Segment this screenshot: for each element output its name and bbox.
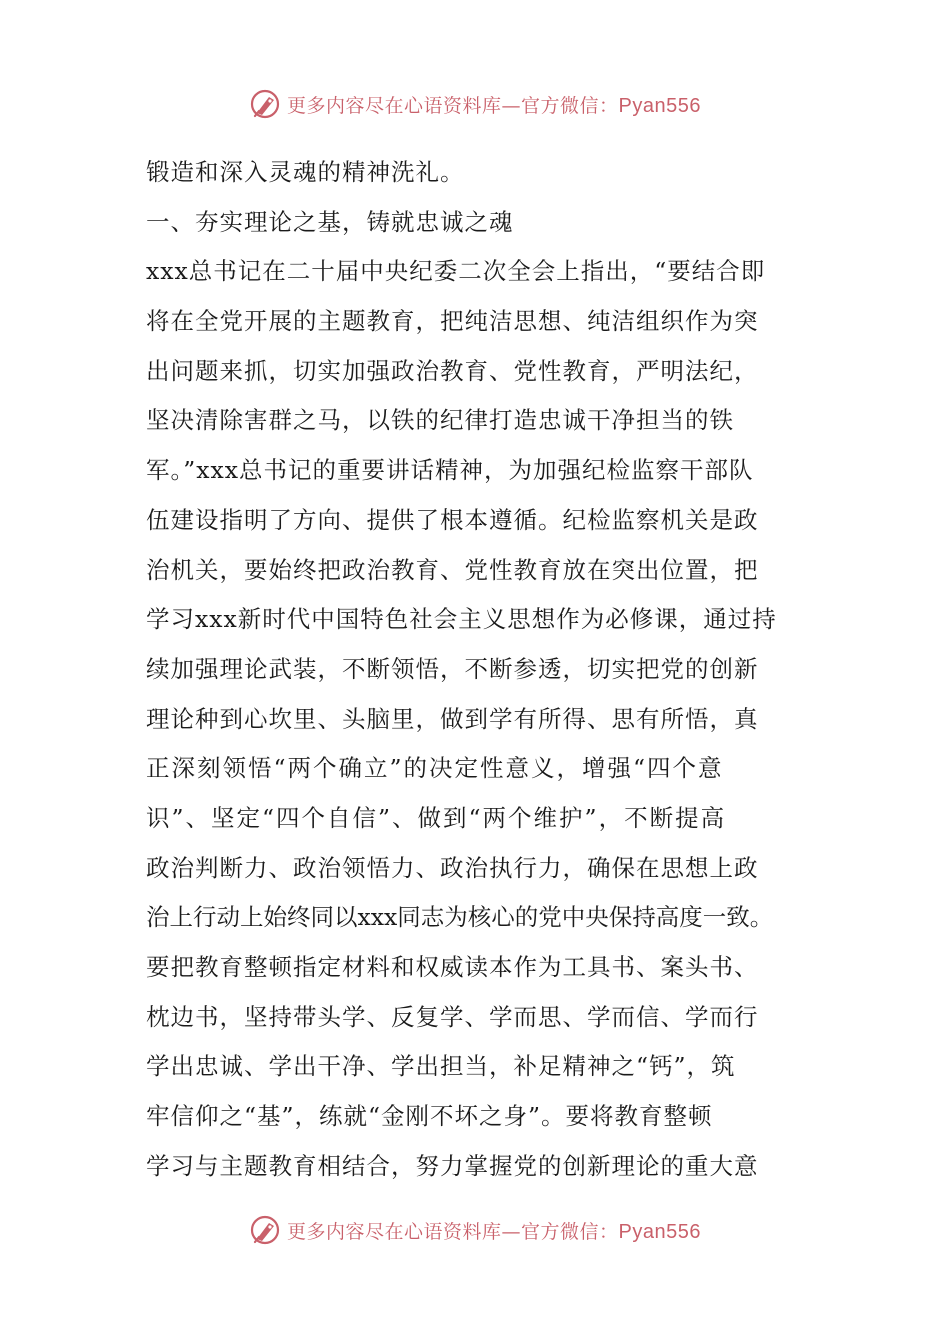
text-line: 锻造和深入灵魂的精神洗礼。: [146, 158, 465, 186]
footer-banner: [0, 1210, 950, 1250]
pen-nib-logo-icon: [249, 1214, 281, 1246]
header-banner-label: 更多内容尽在心语资料库—官方微信：: [287, 94, 619, 117]
text-line: 枕边书，坚持带头学、反复学、学而思、学而信、学而行: [146, 1002, 759, 1031]
text-line: 学习与主题教育相结合，努力掌握党的创新理论的重大意: [146, 1151, 759, 1180]
text-line: 将在全党开展的主题教育，把纯洁思想、纯洁组织作为突: [146, 307, 759, 336]
text-line: 政治判断力、政治领悟力、政治执行力，确保在思想上政: [146, 853, 759, 882]
text-line: 治机关，要始终把政治教育、党性教育放在突出位置，把: [146, 555, 759, 584]
text-line: 正深刻领悟“两个确立”的决定性意义，增强“四个意: [146, 754, 724, 783]
footer-wechat-id: Pyan556: [618, 1220, 701, 1243]
header-wechat-id: Pyan556: [618, 94, 701, 117]
header-banner-text: [287, 91, 701, 118]
section-heading: 一、夯实理论之基，铸就忠诚之魂: [146, 207, 514, 236]
text-line: 军。”xxx总书记的重要讲话精神，为加强纪检监察干部队: [146, 456, 754, 485]
pen-nib-logo-icon: [249, 88, 281, 120]
text-line: 续加强理论武装，不断领悟，不断参透，切实把党的创新: [146, 654, 759, 683]
text-line: 坚决清除害群之马，以铁的纪律打造忠诚干净担当的铁: [146, 406, 734, 435]
text-line: xxx总书记在二十届中央纪委二次全会上指出，“要结合即: [146, 257, 766, 286]
text-line: 识”、坚定“四个自信”、做到“两个维护”，不断提高: [146, 803, 727, 832]
text-line: 出问题来抓，切实加强政治教育、党性教育，严明法纪，: [146, 356, 759, 385]
text-line: 学出忠诚、学出干净、学出担当，补足精神之“钙”，筑: [146, 1052, 736, 1081]
text-line: 要把教育整顿指定材料和权威读本作为工具书、案头书、: [146, 953, 759, 981]
header-banner: [0, 84, 950, 124]
text-line: 理论种到心坎里、头脑里，做到学有所得、思有所悟，真: [146, 704, 759, 733]
document-body: [146, 148, 836, 1191]
text-line: 学习xxx新时代中国特色社会主义思想作为必修课，通过持: [146, 605, 777, 634]
text-line: 伍建设指明了方向、提供了根本遵循。纪检监察机关是政: [146, 505, 759, 534]
text-line: 牢信仰之“基”，练就“金刚不坏之身”。要将教育整顿: [146, 1102, 713, 1131]
text-line: 治上行动上始终同以xxx同志为核心的党中央保持高度一致。: [146, 903, 774, 932]
footer-banner-text: [287, 1217, 701, 1244]
footer-banner-label: 更多内容尽在心语资料库—官方微信：: [287, 1220, 619, 1243]
